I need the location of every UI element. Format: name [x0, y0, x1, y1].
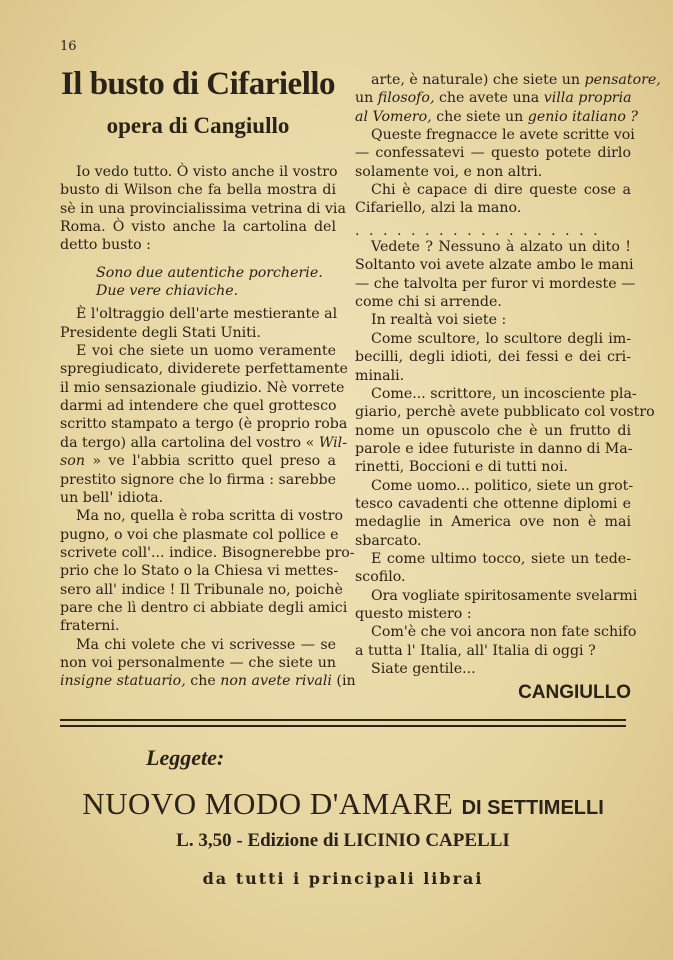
text-run: come chi si arrende. [355, 294, 502, 311]
text-line [355, 422, 631, 440]
text-run: sè in una provincialissima vetrina di via [60, 200, 346, 217]
text-line [60, 342, 336, 360]
text-line [355, 623, 637, 641]
italic-run: Wil- [318, 434, 348, 451]
advert-availability: da tutti i principali librai [202, 869, 484, 888]
text-line [355, 587, 638, 605]
text-run: fraterni. [60, 618, 120, 635]
text-line [355, 275, 636, 293]
italic-run: al Vomero, [355, 108, 432, 125]
italic-run: pensatore, [584, 72, 661, 88]
book-title: NUOVO MODO D'AMARE [82, 786, 454, 821]
text-line [355, 89, 631, 107]
text-run: che [185, 673, 221, 690]
text-line [60, 452, 336, 470]
text-line [60, 562, 339, 580]
text-line [60, 636, 336, 654]
text-line [355, 330, 631, 348]
advert-price-line [60, 830, 626, 852]
text-run: E voi che siete un uomo veramente [76, 343, 336, 360]
text-line [355, 532, 631, 550]
text-run: nome un opuscolo che è un frutto di [355, 422, 631, 439]
text-run: Ora vogliate spiritosamente svelarmi [371, 587, 638, 604]
text-run: busto di Wilson che fa bella mostra di [60, 182, 336, 199]
text-line [355, 311, 631, 329]
text-line [355, 367, 631, 385]
text-line [60, 471, 336, 489]
quote-line: Due vere chiaviche. [96, 283, 239, 300]
text-run: Ma no, quella è roba scritta di vostro [76, 508, 344, 525]
text-run: giario, perchè avete pubblicato col vostro [355, 404, 655, 421]
text-run: Chi è capace di dire queste cose a [371, 182, 631, 199]
text-line [60, 581, 343, 599]
text-run: Vedete ? Nessuno à alzato un dito ! [371, 239, 631, 256]
left-column [60, 163, 356, 691]
text-run: il mio sensazionale giudizio. Nè vorrete [60, 379, 345, 396]
text-run: Roma. Ò visto anche la cartolina del [60, 219, 336, 236]
text-line [60, 654, 336, 672]
text-line [355, 458, 631, 476]
text-run: prestito signore che lo firma : sarebbe [60, 471, 336, 488]
text-line [60, 415, 348, 433]
text-run: Cifariello, alzi la mano. [355, 200, 522, 217]
text-line [60, 599, 348, 617]
italic-run: villa propria [543, 90, 632, 107]
paragraph [355, 330, 631, 385]
paragraph [60, 507, 355, 635]
text-run: In realtà voi siete : [371, 312, 507, 329]
text-run: Siate gentile... [371, 661, 476, 677]
dotted-separator: .................. [355, 222, 608, 239]
article-subtitle: opera di Cangiullo [106, 113, 290, 138]
text-line [60, 526, 339, 544]
text-run: parole e idee futuriste in danno di Ma- [355, 440, 633, 457]
text-run: prio che lo Stato o la Chiesa vi mettes- [60, 563, 339, 580]
paragraph [355, 587, 638, 624]
italic-run: insigne statuario, [60, 673, 186, 690]
italic-run: non avete rivali [220, 673, 332, 690]
text-line [60, 236, 336, 254]
text-run: da tergo) alla cartolina del vostro « [60, 434, 319, 451]
advert-heading: Leggete: [146, 745, 225, 770]
text-run: (in [331, 673, 356, 690]
text-line [60, 324, 336, 342]
text-run: tesco cavadenti che ottenne diplomi e [355, 495, 631, 512]
text-run: un bell' idiota. [60, 489, 164, 506]
text-run: Io vedo tutto. Ò visto anche il vostro [76, 164, 338, 180]
text-line [355, 163, 631, 181]
italic-run: filosofo, [377, 90, 435, 107]
text-line [60, 379, 345, 397]
text-run: minali. [355, 367, 405, 384]
paragraph [355, 311, 631, 329]
text-run: Come... scrittore, un incosciente pla- [371, 385, 637, 402]
text-line [60, 200, 346, 218]
text-line [355, 199, 631, 217]
text-line [355, 108, 639, 126]
text-line [355, 660, 631, 678]
text-line [355, 71, 661, 89]
divider-rule [60, 725, 626, 727]
text-run: Com'è che voi ancora non fate schifo [371, 624, 637, 641]
text-run: — confessatevi — questo potete dirlo [355, 145, 631, 162]
separator: - [236, 830, 243, 851]
text-run: a tutta l' Italia, all' Italia di oggi ? [355, 642, 596, 659]
paragraph [355, 238, 636, 311]
paragraph [355, 623, 637, 660]
paragraph [355, 477, 634, 550]
text-line [355, 238, 631, 256]
text-line [60, 360, 348, 378]
text-run: Ma chi volete che vi scrivesse — se [76, 636, 336, 653]
paragraph [60, 163, 346, 255]
text-line [355, 642, 631, 660]
text-run: » ve l'abbia scritto quel preso a [84, 453, 336, 470]
book-author: DI SETTIMELLI [461, 797, 604, 819]
text-run: scofilo. [355, 569, 406, 586]
text-line [355, 477, 634, 495]
left-intro [60, 163, 346, 255]
article-title: Il busto di Cifariello [60, 66, 336, 102]
text-run: becilli, degli idioti, dei fessi e dei cri- [355, 349, 631, 366]
text-line [355, 293, 631, 311]
page-number: 16 [60, 39, 77, 54]
text-run: questo mistero : [355, 605, 472, 622]
text-run: Soltanto voi avete alzate ambo le mani [355, 257, 634, 274]
paragraph [355, 181, 631, 218]
text-run: pugno, o voi che plasmate col pollice e [60, 526, 339, 543]
text-line [355, 385, 637, 403]
text-run: solamente voi, e non altri. [355, 163, 543, 180]
text-run: arte, è naturale) che siete un [371, 72, 585, 88]
text-line [60, 544, 355, 562]
italic-run: son [60, 453, 85, 470]
text-line [60, 507, 344, 525]
text-run: non voi personalmente — che siete un [60, 654, 336, 671]
text-run: Come uomo... politico, siete un grot- [371, 477, 634, 494]
text-line [355, 126, 635, 144]
text-run: che siete un [431, 108, 528, 125]
quote-line: Sono due autentiche porcherie. [96, 264, 323, 281]
price: L. 3,50 [176, 830, 232, 851]
text-line [60, 672, 356, 690]
text-run: pare che lì dentro ci abbiate degli amici [60, 599, 348, 616]
text-run: scritto stampato a tergo (è proprio roba [60, 416, 348, 433]
text-line [60, 181, 336, 199]
text-run: detto busto : [60, 237, 151, 254]
paragraph [60, 342, 348, 507]
text-line [60, 617, 336, 635]
text-line [355, 495, 631, 513]
quote [96, 264, 336, 301]
text-line [355, 144, 631, 162]
paragraph [60, 636, 356, 691]
text-run: — che talvolta per furor vi mordeste — [355, 275, 636, 292]
text-run: un [355, 90, 378, 107]
text-line [60, 305, 336, 323]
text-run: sero all' indice ! Il Tribunale no, poichè [60, 581, 343, 598]
divider-rule [60, 719, 626, 721]
text-line [355, 348, 631, 366]
text-line [355, 181, 631, 199]
paragraph [355, 660, 631, 678]
text-run: che avete una [434, 90, 544, 107]
paragraph [355, 71, 661, 126]
left-body [60, 305, 356, 690]
text-line [355, 605, 631, 623]
text-line [355, 403, 655, 421]
text-run: scrivete coll'... indice. Bisognerebbe pro- [60, 544, 355, 561]
text-line [60, 489, 336, 507]
text-run: medaglie in America ove non è mai [355, 514, 631, 531]
text-line [355, 513, 631, 531]
text-line [355, 568, 631, 586]
text-run: darmi ad intendere che quel grottesco [60, 398, 337, 415]
publisher: Edizione di LICINIO CAPELLI [247, 830, 510, 851]
paragraph [60, 305, 336, 342]
text-line [60, 218, 336, 236]
text-line [60, 163, 336, 181]
text-run: È l'oltraggio dell'arte mestierante al [76, 306, 338, 323]
text-run: Come scultore, lo scultore degli im- [371, 330, 631, 347]
right-body [355, 238, 655, 678]
italic-run: genio italiano ? [527, 108, 639, 125]
paragraph [355, 385, 655, 477]
text-run: Presidente degli Stati Uniti. [60, 324, 261, 341]
text-run: Queste fregnacce le avete scritte voi [371, 127, 635, 144]
text-line [355, 256, 634, 274]
paragraph [355, 550, 631, 587]
text-run: sbarcato. [355, 532, 422, 549]
text-run: E come ultimo tocco, siete un tede- [371, 550, 631, 567]
right-column [355, 71, 661, 704]
text-line [60, 434, 348, 452]
paragraph [355, 126, 635, 181]
text-line [355, 440, 631, 458]
text-run: spregiudicato, dividerete perfettamente [60, 361, 348, 378]
text-line [355, 550, 631, 568]
advert-book-line [60, 786, 626, 822]
text-line [60, 397, 336, 415]
text-run: rinetti, Boccioni e di tutti noi. [355, 459, 568, 476]
signature: CANGIULLO [518, 682, 631, 704]
right-intro [355, 71, 661, 218]
